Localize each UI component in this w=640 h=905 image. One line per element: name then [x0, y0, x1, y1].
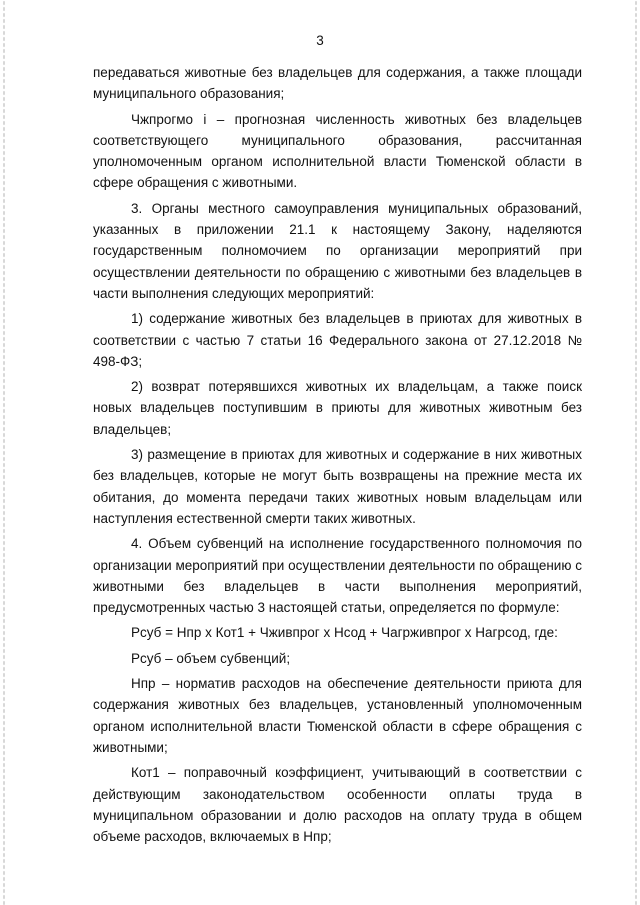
document-body	[93, 62, 582, 851]
paragraph-territory-area: передаваться животные без владельцев для содержания, а также площади муниципального образования;	[93, 65, 582, 102]
paragraph-definition-chzhprogmo: Чжпрогмо i – прогнозная численность животных без владельцев соответствующего муниципального образования, рассчитанная уполномоченным органом исполнительной власти Тюменской области в сфере обращения с животными.	[93, 111, 582, 191]
definition-npr: Нпр – норматив расходов на обеспечение деятельности приюта для содержания животных без владельцев, установленный уполномоченным органом исполнительной власти Тюменской области в сфере обращения с животными;	[93, 676, 582, 755]
formula-subvention: Рсуб = Нпр x Кот1 + Чживпрог x Нсод + Чагрживпрог x Нагрсод, где:	[131, 625, 558, 641]
scan-edge-right	[635, 0, 637, 905]
paragraph-point-4: 4. Объем субвенций на исполнение государственного полномочия по организации мероприятий при осуществлении деятельности по обращению с животными без владельцев в части выполнения мероприятий, предусмотренных частью 3 настоящей статьи, определяется по формуле:	[93, 536, 582, 616]
page-number: 3	[316, 33, 324, 48]
scan-edge-left	[3, 0, 5, 905]
paragraph-point-3: 3. Органы местного самоуправления муниципальных образований, указанных в приложении 21.1 к настоящему Закону, наделяются государственным полномочием по организации мероприятий при осуществлении деятельности по обращению с животными без владельцев в части выполнения следующих мероприятий:	[93, 200, 582, 301]
list-item-3: 3) размещение в приютах для животных и содержание в них животных без владельцев, которые не могут быть возвращены на прежние места их обитания, до момента передачи таких животных новым владельцам или наступления естественной смерти таких животных.	[93, 447, 582, 526]
list-item-2: 2) возврат потерявшихся животных их владельцам, а также поиск новых владельцев поступившим в приюты для животных животным без владельцев;	[93, 379, 582, 437]
definition-kot1: Кот1 – поправочный коэффициент, учитывающий в соответствии с действующим законодательством особенности оплаты труда в муниципальном образовании и долю расходов на оплату труда в общем объеме расходов, включаемых в Нпр;	[93, 765, 582, 845]
list-item-1: 1) содержание животных без владельцев в приютах для животных в соответствии с частью 7 статьи 16 Федерального закона от 27.12.2018 № 498-ФЗ;	[93, 311, 582, 369]
definition-rsub: Рсуб – объем субвенций;	[131, 650, 291, 666]
